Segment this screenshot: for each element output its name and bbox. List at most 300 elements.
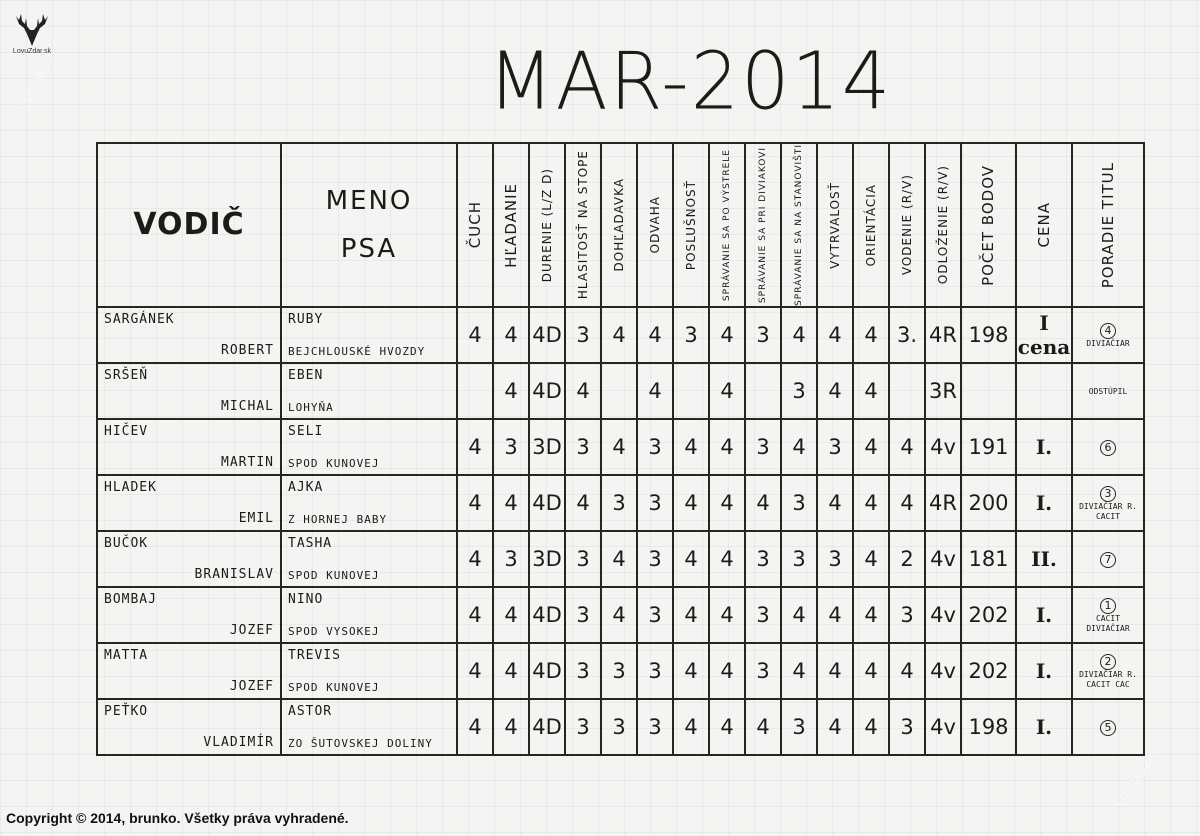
score-cell [889,643,925,699]
header-vodic-label: VODIČ [133,207,245,243]
dog-cell [281,363,457,419]
header-cena-label: CENA [1034,202,1053,248]
score-value: 3 [756,322,770,347]
header-col-label: POČET BODOV [979,164,997,286]
score-cell [493,363,529,419]
cena-value: I. [1035,490,1053,515]
score-cell [853,363,889,419]
score-cell [781,307,817,363]
score-value: 3 [504,434,518,459]
score-cell [601,643,637,699]
handler-surname: SRŠEŇ [104,367,149,383]
score-cell [925,699,961,755]
header-col-label: SPRÁVANIE SA PO VÝSTRELE [722,148,732,301]
score-cell [709,587,745,643]
dog-kennel: SPOD VYSOKEJ [288,624,380,638]
logo-text: LovuZdar.sk [12,48,52,55]
score-cell [457,475,493,531]
header-vodic [97,143,281,307]
score-cell [961,531,1016,587]
score-value: 4 [864,658,878,683]
deer-head-icon [13,8,51,48]
poradie-cell [1072,699,1144,755]
score-value: 4 [792,602,806,627]
header-row [97,143,1144,307]
rank-circle: 5 [1100,720,1116,736]
header-meno-line1: MENO [325,185,413,216]
score-value: 4 [612,322,626,347]
vodic-cell [97,643,281,699]
score-value: 4 [900,490,914,515]
score-value: 4 [468,322,482,347]
score-value: 4 [504,714,518,739]
score-value: 3 [828,546,842,571]
score-cell [637,587,673,643]
score-cell [565,363,601,419]
score-value: 4 [864,378,878,403]
score-cell [781,419,817,475]
score-cell [961,699,1016,755]
dog-kennel: SPOD KUNOVEJ [288,456,380,470]
header-col-5 [637,143,673,307]
score-cell [961,475,1016,531]
score-cell [601,587,637,643]
score-value: 3 [792,378,806,403]
score-cell [709,419,745,475]
handler-surname: HLADEK [104,479,157,495]
score-cell [853,699,889,755]
cena-value: I. [1035,602,1053,627]
table-row [97,643,1144,699]
results-table-wrapper [96,142,1145,756]
header-col-label: POSLUŠNOSŤ [683,179,698,271]
header-col-label: DOHĽADAVKA [611,178,626,272]
table-row [97,699,1144,755]
rank-circle: 3 [1100,486,1116,502]
handler-name: ROBERT [221,342,274,358]
score-cell [817,643,853,699]
score-cell [745,587,781,643]
rank-circle: 7 [1100,552,1116,568]
score-cell [925,587,961,643]
header-col-9 [781,143,817,307]
handler-surname: PEŤKO [104,703,149,719]
header-col-label: SPRÁVANIE SA NA STANOVIŠTI [794,144,804,306]
watermark-bottom: LovuZdar.sk [1110,737,1167,810]
score-value: 4 [504,378,518,403]
score-value: 4v [930,714,956,739]
dog-name: ASTOR [288,703,333,719]
score-value: 3 [576,546,590,571]
header-col-0 [457,143,493,307]
score-value: 3D [532,546,562,571]
score-cell [889,699,925,755]
score-cell [745,699,781,755]
score-cell [673,643,709,699]
site-logo [8,8,56,55]
score-value: 3 [792,490,806,515]
copyright-footer: Copyright © 2014, brunko. Všetky práva vyhradené. [6,810,349,826]
header-col-label: SPRÁVANIE SA PRI DIVIAKOVI [758,146,768,303]
score-cell [529,475,565,531]
dog-kennel: SPOD KUNOVEJ [288,568,380,582]
score-cell [493,643,529,699]
score-cell [925,643,961,699]
handler-surname: BUČOK [104,535,149,551]
score-value: 3R [929,378,957,403]
score-cell [853,531,889,587]
handler-name: MARTIN [221,454,274,470]
score-value: 4 [720,490,734,515]
header-col-label: ORIENTÁCIA [863,183,878,267]
score-cell [745,531,781,587]
table-row [97,531,1144,587]
score-cell [817,475,853,531]
score-value: 3 [756,546,770,571]
header-col-3 [565,143,601,307]
score-value: 4 [828,322,842,347]
score-value: 2 [900,546,914,571]
dog-cell [281,419,457,475]
score-value: 4 [576,490,590,515]
dog-name: TREVIS [288,647,341,663]
score-cell [565,475,601,531]
score-value: 3 [828,434,842,459]
score-value: 3 [576,714,590,739]
score-cell [781,475,817,531]
header-col-10 [817,143,853,307]
page-title: MAR-2014 [488,33,893,128]
score-value: 181 [968,546,1009,571]
score-cell [529,363,565,419]
score-value: 3 [900,714,914,739]
score-value: 4 [684,434,698,459]
score-value: 4 [648,322,662,347]
watermark-top: © brunko [12,59,53,118]
score-value: 4 [468,658,482,683]
rank-circle: 6 [1100,440,1116,456]
header-cena [1016,143,1072,307]
cena-cell [1016,699,1072,755]
rank-title: DIVIAČIAR R. CACIT CAC [1079,669,1137,689]
score-value: 3D [532,434,562,459]
score-cell [493,475,529,531]
score-value: 4 [468,546,482,571]
score-cell [673,307,709,363]
score-cell [529,307,565,363]
score-value: 4 [720,602,734,627]
score-cell [961,307,1016,363]
score-cell [529,531,565,587]
header-poradie-label: PORADIE TITUL [1099,161,1117,289]
vodic-cell [97,475,281,531]
table-row [97,419,1144,475]
score-cell [889,531,925,587]
cena-cell [1016,419,1072,475]
score-cell [925,475,961,531]
score-cell [709,363,745,419]
score-value: 4 [828,658,842,683]
score-value: 4 [468,490,482,515]
header-col-1 [493,143,529,307]
score-value: 3 [648,658,662,683]
score-cell [493,307,529,363]
score-cell [961,643,1016,699]
score-cell [817,531,853,587]
score-value: 3 [792,546,806,571]
score-cell [457,587,493,643]
header-col-label: VYTRVALOSŤ [827,181,842,269]
header-col-label: HLASITOSŤ NA STOPE [575,150,590,300]
score-cell [853,475,889,531]
handler-name: MICHAL [221,398,274,414]
handler-surname: HIČEV [104,423,149,439]
score-cell [709,475,745,531]
score-cell [673,363,709,419]
score-value: 3 [576,434,590,459]
score-cell [709,307,745,363]
score-cell [745,643,781,699]
score-cell [817,363,853,419]
cena-value: II. [1031,546,1057,571]
handler-name: JOZEF [229,678,274,694]
score-cell [673,475,709,531]
score-value: 4R [929,490,957,515]
header-col-label: ODVAHA [647,196,662,254]
rank-title: CACIT DIVIAČIAR [1086,613,1130,633]
results-table [96,142,1145,756]
cena-cell [1016,643,1072,699]
score-value: 4D [532,322,562,347]
score-cell [601,475,637,531]
header-col-label: ODLOŽENIE (R/V) [935,165,950,285]
score-cell [889,419,925,475]
score-cell [565,699,601,755]
score-cell [781,363,817,419]
score-value: 4D [532,602,562,627]
score-cell [709,643,745,699]
header-col-12 [889,143,925,307]
score-cell [637,363,673,419]
score-cell [925,307,961,363]
score-value: 4 [792,658,806,683]
score-cell [637,643,673,699]
score-value: 4 [828,378,842,403]
score-value: 4v [930,658,956,683]
score-cell [637,531,673,587]
poradie-cell [1072,587,1144,643]
score-cell [853,643,889,699]
score-value: 3 [900,602,914,627]
score-cell [817,699,853,755]
score-value: 4 [864,546,878,571]
header-poradie [1072,143,1144,307]
dog-cell [281,531,457,587]
score-cell [457,419,493,475]
score-value: 4R [929,322,957,347]
score-value: 4 [756,490,770,515]
score-value: 3 [576,602,590,627]
score-cell [565,419,601,475]
score-value: 4 [612,602,626,627]
score-cell [925,363,961,419]
dog-kennel: ZO ŠUTOVSKEJ DOLINY [288,736,433,750]
dog-cell [281,699,457,755]
score-cell [565,587,601,643]
score-value: 3 [504,546,518,571]
rank-circle: 1 [1100,598,1116,614]
cena-value: I. [1035,658,1053,683]
header-col-label: DURENIE (L/Z D) [539,167,554,283]
handler-name: VLADIMÍR [203,734,274,750]
dog-kennel: LOHYŇA [288,400,334,414]
score-cell [529,419,565,475]
rank-title: DIVIAČIAR R. CACIT [1079,501,1137,521]
score-value: 202 [968,658,1009,683]
dog-cell [281,475,457,531]
score-cell [817,307,853,363]
score-value: 4 [828,490,842,515]
score-cell [745,419,781,475]
score-cell [781,587,817,643]
score-cell [889,307,925,363]
score-value: 4 [720,322,734,347]
score-value: 3 [648,714,662,739]
handler-name: BRANISLAV [194,566,274,582]
score-cell [961,587,1016,643]
score-value: 4 [864,322,878,347]
score-value: 3 [684,322,698,347]
score-value: 198 [968,714,1009,739]
score-value: 3 [612,490,626,515]
score-cell [457,531,493,587]
score-cell [457,643,493,699]
score-value: 4 [684,546,698,571]
score-value: 4 [684,602,698,627]
score-value: 4 [720,378,734,403]
score-cell [817,587,853,643]
handler-name: JOZEF [229,622,274,638]
score-value: 3 [576,322,590,347]
score-cell [781,643,817,699]
score-cell [781,699,817,755]
vodic-cell [97,419,281,475]
score-cell [601,419,637,475]
score-value: 4 [864,434,878,459]
score-value: 3 [756,658,770,683]
score-cell [565,531,601,587]
score-cell [709,531,745,587]
header-col-14 [961,143,1016,307]
score-value: 4 [504,490,518,515]
handler-surname: BOMBAJ [104,591,157,607]
score-value: 200 [968,490,1009,515]
vodic-cell [97,307,281,363]
score-cell [673,587,709,643]
rank-title: DIVIAČIAR [1086,338,1130,348]
cena-cell [1016,587,1072,643]
score-cell [925,531,961,587]
table-row [97,307,1144,363]
score-cell [565,643,601,699]
dog-name: AJKA [288,479,324,495]
poradie-cell [1072,475,1144,531]
score-value: 4 [792,322,806,347]
score-value: 4 [504,658,518,683]
rank-circle: 4 [1100,323,1116,339]
score-cell [529,643,565,699]
rank-circle: 2 [1100,654,1116,670]
header-col-4 [601,143,637,307]
dog-kennel: BEJCHLOUSKÉ HVOZDY [288,344,426,358]
score-value: 4 [576,378,590,403]
table-row [97,475,1144,531]
score-value: 4 [684,658,698,683]
table-row [97,363,1144,419]
dog-name: RUBY [288,311,324,327]
score-value: 4 [900,658,914,683]
poradie-cell [1072,363,1144,419]
score-value: 4 [864,714,878,739]
vodic-cell [97,531,281,587]
score-value: 191 [968,434,1009,459]
score-cell [853,307,889,363]
handler-surname: SARGÁNEK [104,311,175,327]
score-value: 4v [930,602,956,627]
header-col-2 [529,143,565,307]
score-cell [709,699,745,755]
score-value: 4 [720,714,734,739]
score-cell [745,307,781,363]
score-value: 3 [648,602,662,627]
score-cell [925,419,961,475]
poradie-cell [1072,643,1144,699]
score-value: 4 [504,602,518,627]
score-value: 4 [504,322,518,347]
score-value: 4 [720,434,734,459]
vodic-cell [97,363,281,419]
score-value: 4v [930,546,956,571]
score-value: 4 [612,546,626,571]
handler-name: EMIL [238,510,274,526]
cena-value: I. [1035,434,1053,459]
score-cell [457,699,493,755]
score-value: 4 [648,378,662,403]
cena-cell [1016,363,1072,419]
dog-cell [281,643,457,699]
score-value: 3 [576,658,590,683]
score-cell [457,363,493,419]
header-col-7 [709,143,745,307]
score-cell [673,419,709,475]
score-value: 4 [720,658,734,683]
score-cell [673,699,709,755]
score-cell [853,587,889,643]
score-cell [961,419,1016,475]
score-value: 4 [468,434,482,459]
score-cell [493,699,529,755]
score-value: 3 [648,490,662,515]
header-col-13 [925,143,961,307]
cena-cell [1016,307,1072,363]
score-cell [637,475,673,531]
poradie-cell [1072,419,1144,475]
score-cell [601,699,637,755]
header-col-label: VODENIE (R/V) [899,174,914,276]
score-value: 202 [968,602,1009,627]
score-value: 4D [532,714,562,739]
rank-title: ODSTÚPIL [1088,386,1128,396]
